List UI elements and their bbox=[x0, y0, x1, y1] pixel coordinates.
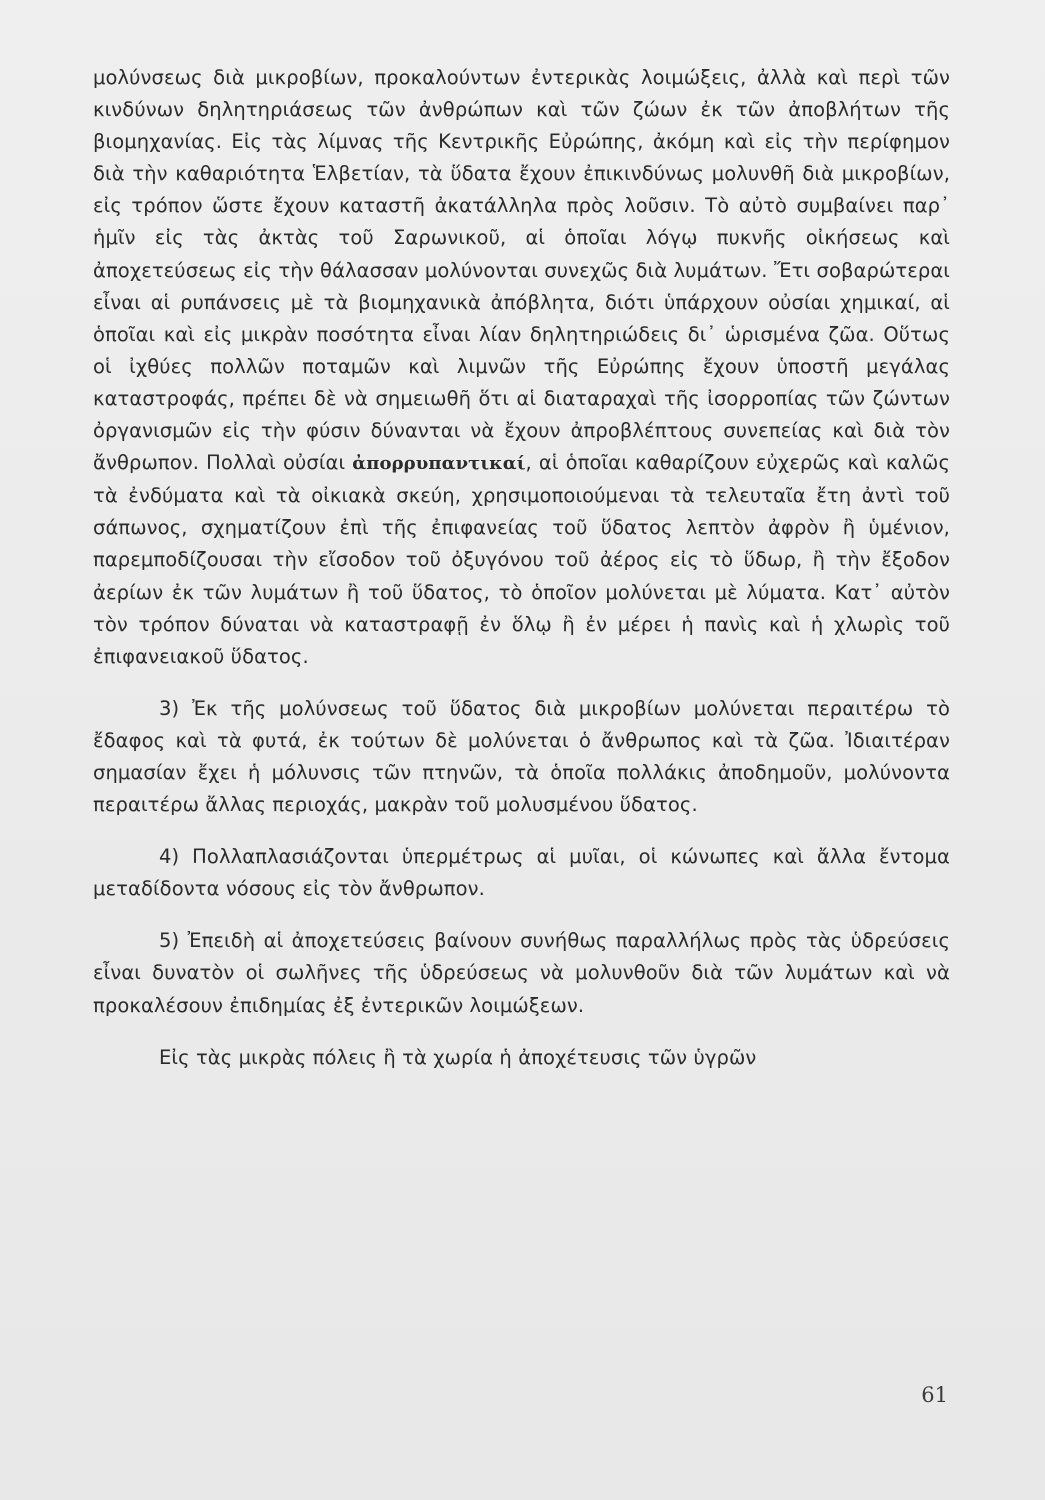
paragraph-1 bbox=[93, 62, 950, 673]
paragraph-5: Εἰς τὰς μικρὰς πόλεις ἢ τὰ χωρία ἡ ἀποχέτευσις τῶν ὑγρῶν bbox=[159, 1045, 757, 1069]
paragraph-1-part-2: , αἱ ὁποῖαι καθαρίζουν εὐχερῶς καὶ καλῶς τὰ ἐνδύματα καὶ τὰ οἰκιακὰ σκεύη, χρησιμοποιούμεναι τὰ τελευταῖα ἔτη ἀντὶ τοῦ σάπωνος, σχηματίζουν ἐπὶ τῆς ἐπιφανείας τοῦ ὕδατος λεπτὸν ἀφρὸν ἢ ὑμένιον, παρεμποδίζουσαι τὴν εἴσοδον τοῦ ὀξυγόνου τοῦ ἀέρος εἰς τὸ ὕδωρ, ἢ τὴν ἔξοδον ἀερίων ἐκ τῶν λυμάτων ἢ τοῦ ὕδατος, τὸ ὁποῖον μολύνεται μὲ λύματα. Κατ᾿ αὐτὸν τὸν τρόπον δύναται νὰ καταστραφῇ ἐν ὅλῳ ἢ ἐν μέρει ἡ πανὶς καὶ ἡ χλωρὶς τοῦ ἐπιφανειακοῦ ὕδατος. bbox=[93, 451, 950, 668]
paragraph-3: 4) Πολλαπλασιάζονται ὑπερμέτρως αἱ μυῖαι, οἱ κώνωπες καὶ ἄλλα ἔντομα μεταδίδοντα νόσους εἰς τὸν ἄνθρωπον. bbox=[93, 845, 950, 901]
paragraph-4: 5) Ἐπειδὴ αἱ ἀποχετεύσεις βαίνουν συνήθως παραλλήλως πρὸς τὰς ὑδρεύσεις εἶναι δυνατὸν οἱ σωλῆνες τῆς ὑδρεύσεως νὰ μολυνθοῦν διὰ τῶν λυμάτων καὶ νὰ προκαλέσουν ἐπιδημίας ἐξ ἐντερικῶν λοιμώξεων. bbox=[93, 929, 950, 1017]
paragraph-2: 3) Ἐκ τῆς μολύνσεως τοῦ ὕδατος διὰ μικροβίων μολύνεται περαιτέρω τὸ ἔδαφος καὶ τὰ φυτά, ἐκ τούτων δὲ μολύνεται ὁ ἄνθρωπος καὶ τὰ ζῶα. Ἰδιαιτέραν σημασίαν ἔχει ἡ μόλυνσις τῶν πτηνῶν, τὰ ὁποῖα πολλάκις ἀποδημοῦν, μολύνοντα περαιτέρω ἄλλας περιοχάς, μακρὰν τοῦ μολυσμένου ὕδατος. bbox=[93, 696, 950, 817]
body-text bbox=[93, 62, 950, 1074]
bold-term: ἀπορρυπαντικαί bbox=[352, 453, 526, 475]
page-number: 61 bbox=[921, 1383, 948, 1407]
paragraph-1-part-1: μολύνσεως διὰ μικροβίων, προκαλούντων ἐντερικὰς λοιμώξεις, ἀλλὰ καὶ περὶ τῶν κινδύνων δηλητηριάσεως τῶν ἀνθρώπων καὶ τῶν ζώων ἐκ τῶν ἀποβλήτων τῆς βιομηχανίας. Εἰς τὰς λίμνας τῆς Κεντρικῆς Εὐρώπης, ἀκόμη καὶ εἰς τὴν περίφημον διὰ τὴν καθαριότητα Ἑλβετίαν, τὰ ὕδατα ἔχουν ἐπικινδύνως μολυνθῆ διὰ μικροβίων, εἰς τρόπον ὥστε ἔχουν καταστῆ ἀκατάλληλα πρὸς λοῦσιν. Τὸ αὐτὸ συμβαίνει παρ᾿ ἡμῖν εἰς τὰς ἀκτὰς τοῦ Σαρωνικοῦ, αἱ ὁποῖαι λόγῳ πυκνῆς οἰκήσεως καὶ ἀποχετεύσεως εἰς τὴν θάλασσαν μολύνονται συνεχῶς διὰ λυμάτων. Ἔτι σοβαρώτεραι εἶναι αἱ ρυπάνσεις μὲ τὰ βιομηχανικὰ ἀπόβλητα, διότι ὑπάρχουν οὐσίαι χημικαί, αἱ ὁποῖαι καὶ εἰς μικρὰν ποσότητα εἶναι λίαν δηλητηριώδεις δι᾿ ὡρισμένα ζῶα. Οὕτως οἱ ἰχθύες πολλῶν ποταμῶν καὶ λιμνῶν τῆς Εὐρώπης ἔχουν ὑποστῆ μεγάλας καταστροφάς, πρέπει δὲ νὰ σημειωθῆ ὅτι αἱ διαταραχαὶ τῆς ἰσορροπίας τῶν ζώντων ὀργανισμῶν εἰς τὴν φύσιν δύνανται νὰ ἔχουν ἀπροβλέπτους συνεπείας καὶ διὰ τὸν ἄνθρωπον. Πολλαὶ οὐσίαι bbox=[93, 66, 950, 475]
